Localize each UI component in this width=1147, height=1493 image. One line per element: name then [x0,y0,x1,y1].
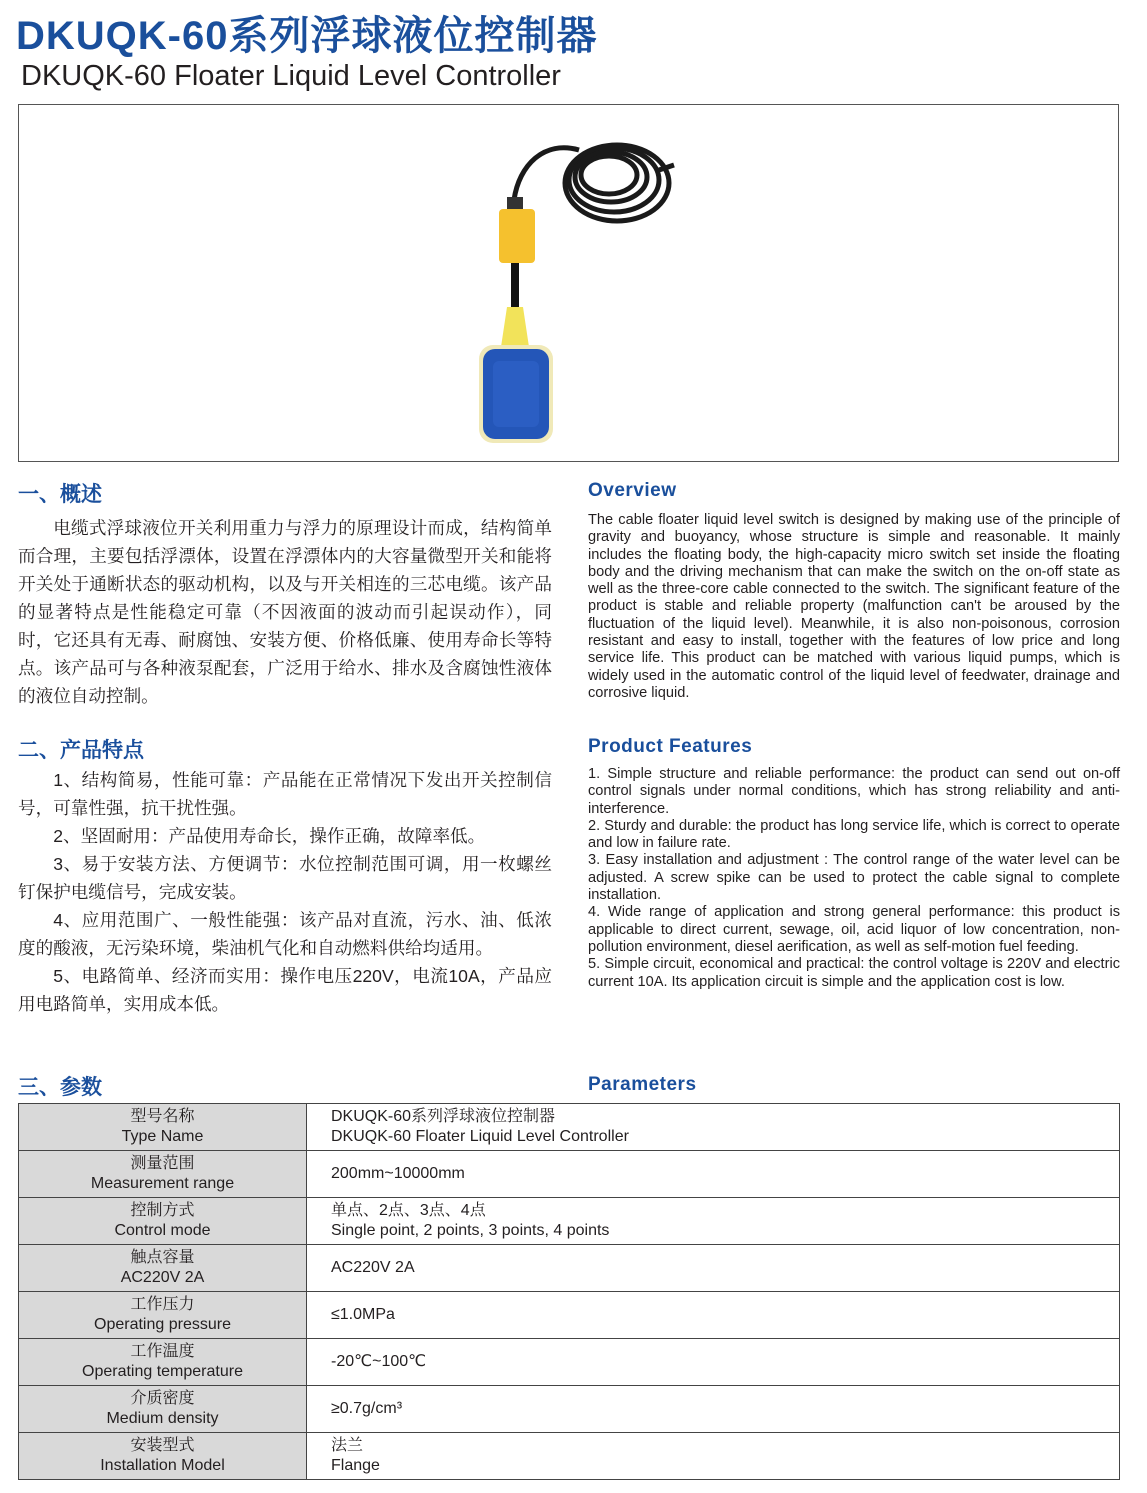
overview-text-en: The cable floater liquid level switch is designed by making use of the principle of gravity and buoyancy, whose structure is simple and reasonable. It mainly includes the floating body, the high-capacity micro switch set inside the floating body and the driving mechanism that can make the switch on the on-off state as well as the three-core cable connected to the switch. The significant feature of the product is stable and reliable property (malfunction can't be aroused by the fluctuation of the liquid level). Meanwhile, it is also non-poisonous, corrosion resistant and easy to install, together with the features of low price and long service life. This product can be matched with various liquid pumps, which is widely used in the automatic control of the liquid level of feedwater, drainage and corrosive liquid. [588,512,1120,701]
features-heading-cn: 二、产品特点 [18,739,144,762]
param-key [19,1339,307,1386]
param-value-line-1: DKUQK-60系列浮球液位控制器 [331,1108,556,1125]
param-key-en: AC220V 2A [120,1269,205,1286]
param-value-line-2: Flange [331,1457,380,1474]
table-row [19,1433,1120,1480]
param-key-cn: 介质密度 [130,1390,195,1407]
param-value-line-1: ≥0.7g/cm³ [331,1400,403,1417]
param-key-en: Medium density [106,1410,219,1427]
overview-text-cn: 电缆式浮球液位开关利用重力与浮力的原理设计而成，结构简单而合理，主要包括浮漂体，设置在浮漂体内的大容量微型开关和能将开关处于通断状态的驱动机构，以及与开关相连的三芯电缆。该产品的显著特点是性能稳定可靠（不因液面的波动而引起误动作），同时，它还具有无毒、耐腐蚀、安装方便、价格低廉、使用寿命长等特点。该产品可与各种液泵配套，广泛用于给水、排水及含腐蚀性液体的液位自动控制。 [18,518,552,706]
param-key-cn: 触点容量 [130,1249,195,1266]
param-value [307,1339,1120,1386]
param-key-en: Measurement range [90,1175,235,1192]
param-key-en: Installation Model [100,1457,225,1474]
param-key-cn: 测量范围 [130,1155,195,1172]
feature-en-2: 2. Sturdy and durable: the product has long service life, which is correct to operate and low in failure rate. [588,817,1120,852]
param-key [19,1151,307,1198]
param-key [19,1433,307,1480]
param-value-line-1: 单点、2点、3点、4点 [331,1202,486,1219]
feature-en-4: 4. Wide range of application and strong general performance: this product is applicable to direct current, sewage, oil, acid liquor of low concentration, non-pollution environment, diesel aerification, as well as self-motion fuel feeding. [588,904,1120,955]
param-value [307,1292,1120,1339]
table-row [19,1339,1120,1386]
param-value [307,1245,1120,1292]
param-value-line-1: AC220V 2A [331,1259,415,1276]
param-key-cn: 控制方式 [130,1202,195,1219]
feature-cn-5: 5、电路简单、经济而实用：操作电压220V，电流10A，产品应用电路简单，实用成本低。 [18,966,552,1014]
table-row [19,1386,1120,1433]
table-row [19,1104,1120,1151]
param-value-line-1: 法兰 [331,1437,364,1454]
parameters-heading-en: Parameters [588,1074,697,1095]
param-value [307,1151,1120,1198]
parameters-heading-cn: 三、参数 [18,1076,102,1099]
float-switch-illustration [449,125,709,455]
overview-heading-cn: 一、概述 [18,483,102,506]
param-value-line-1: ≤1.0MPa [331,1306,395,1323]
feature-en-5: 5. Simple circuit, economical and practical: the control voltage is 220V and electric current 10A. Its application circuit is simple and the application cost is low. [588,956,1120,990]
param-value-line-2: Single point, 2 points, 3 points, 4 points [331,1222,610,1239]
param-key [19,1386,307,1433]
table-row [19,1151,1120,1198]
table-row [19,1292,1120,1339]
param-value-line-1: -20℃~100℃ [331,1353,427,1370]
param-key-en: Operating pressure [94,1316,231,1333]
overview-heading-en: Overview [588,480,677,501]
param-key-en: Operating temperature [82,1363,243,1380]
feature-cn-2: 2、坚固耐用：产品使用寿命长，操作正确，故障率低。 [53,826,486,846]
param-value [307,1386,1120,1433]
feature-en-1: 1. Simple structure and reliable performance: the product can send out on-off control signals under normal conditions, which has strong reliability and anti-interference. [588,766,1120,817]
features-cn-section [18,734,552,1018]
product-photo [18,104,1119,462]
overview-en-section [588,480,1120,702]
feature-cn-1: 1、结构简易，性能可靠：产品能在正常情况下发出开关控制信号，可靠性强，抗干扰性强。 [18,770,552,818]
features-en-section [588,736,1120,991]
param-key [19,1198,307,1245]
param-value-line-1: 200mm~10000mm [331,1165,465,1182]
param-key-en: Type Name [121,1128,204,1145]
page-title-cn: DKUQK-60系列浮球液位控制器 [16,14,598,58]
parameters-table [18,1103,1120,1480]
param-value [307,1198,1120,1245]
feature-en-3: 3. Easy installation and adjustment : The control range of the water level can be adjusted. A screw spike can be used to protect the cable signal to complete installation. [588,852,1120,904]
param-key-cn: 型号名称 [130,1108,195,1125]
features-heading-en: Product Features [588,736,753,757]
param-key-en: Control mode [114,1222,211,1239]
page-title-en: DKUQK-60 Floater Liquid Level Controller [21,60,561,92]
feature-cn-4: 4、应用范围广、一般性能强：该产品对直流，污水、油、低浓度的酸液，无污染环境，柴油机气化和自动燃料供给均适用。 [18,910,552,958]
overview-cn-section [18,478,552,710]
table-row [19,1198,1120,1245]
param-key-cn: 工作压力 [130,1296,195,1313]
param-key [19,1292,307,1339]
param-key-cn: 安装型式 [130,1437,195,1454]
param-key [19,1104,307,1151]
param-value-line-2: DKUQK-60 Floater Liquid Level Controller [331,1128,629,1145]
param-value [307,1433,1120,1480]
table-row [19,1245,1120,1292]
param-key-cn: 工作温度 [130,1343,195,1360]
param-key [19,1245,307,1292]
feature-cn-3: 3、易于安装方法、方便调节：水位控制范围可调，用一枚螺丝钉保护电缆信号，完成安装。 [18,854,552,902]
param-value [307,1104,1120,1151]
